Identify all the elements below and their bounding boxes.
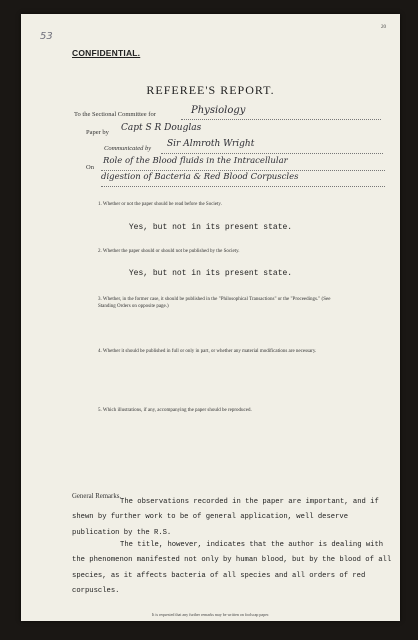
- confidential-label: CONFIDENTIAL.: [72, 48, 141, 58]
- page-title: REFEREE'S REPORT.: [146, 83, 275, 97]
- communicated-by-value: Sir Almroth Wright: [167, 139, 255, 149]
- committee-value: Physiology: [191, 105, 246, 116]
- paper-by-value: Capt S R Douglas: [121, 123, 202, 133]
- paper-title-line-2: digestion of Bacteria & Red Blood Corpuscles: [101, 172, 299, 182]
- question-5: 5. Which illustrations, if any, accompanying the paper should be reproduced.: [98, 408, 252, 413]
- communicated-by-label: Communicated by: [104, 145, 152, 152]
- remarks-paragraph-2: The title, however, indicates that the author is dealing with the phenomenon manifested not only by human blood, but by the blood of all species, as it affects bacteria of all species and all orders of red corpuscles.: [72, 541, 392, 595]
- pencil-folio-number: 53: [40, 31, 53, 42]
- page-number: 20: [381, 25, 386, 30]
- question-2: 2. Whether the paper should or should not be published by the Society.: [98, 249, 240, 254]
- title-rule-2: [101, 186, 385, 187]
- footnote: It is requested that any further remarks may be written on foolscap paper.: [151, 612, 270, 617]
- general-remarks-heading: General Remarks.: [72, 493, 122, 500]
- title-rule-1: [101, 170, 385, 171]
- paper-title-line-1: Role of the Blood fluids in the Intracellular: [103, 156, 288, 166]
- on-label: On: [86, 164, 94, 171]
- document-page: [21, 14, 400, 621]
- remarks-paragraph-1: The observations recorded in the paper are important, and if shewn by further work to be of general application, well deserve publication by the R.S.: [72, 498, 379, 537]
- question-3: 3. Whether, in the former case, it should be published in the "Philosophical Transactions" or the "Proceedings." (See Standing Orders on opposite page.): [98, 297, 331, 309]
- committee-label: To the Sectional Committee for: [74, 111, 156, 118]
- answer-2: Yes, but not in its present state.: [128, 269, 293, 278]
- question-1: 1. Whether or not the paper should be read before the Society.: [98, 202, 222, 207]
- committee-rule: [181, 119, 381, 120]
- question-4: 4. Whether it should be published in full or only in part, or whether any material modifications are necessary.: [98, 349, 317, 354]
- answer-1: Yes, but not in its present state.: [128, 223, 293, 232]
- communicated-rule: [161, 153, 383, 154]
- paper-by-label: Paper by: [86, 129, 109, 136]
